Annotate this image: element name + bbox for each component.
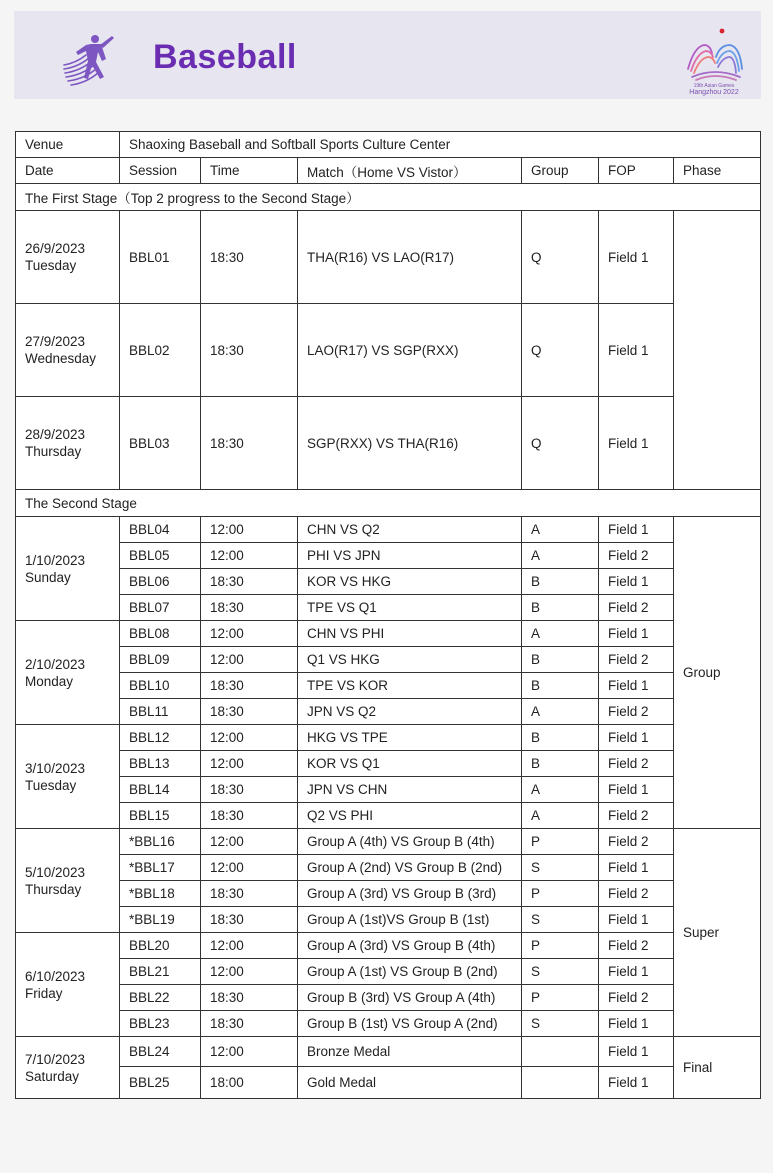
time-cell: 18:30 <box>201 881 298 907</box>
weekday: Friday <box>25 985 63 1001</box>
phase-cell <box>674 211 761 490</box>
column-header-session: Session <box>120 158 201 184</box>
fop-cell: Field 1 <box>599 517 674 543</box>
group-cell: S <box>522 855 599 881</box>
column-header-match: Match（Home VS Vistor） <box>298 158 522 184</box>
table-row <box>16 1011 761 1037</box>
group-cell: B <box>522 751 599 777</box>
group-cell: S <box>522 959 599 985</box>
header-row <box>16 158 761 184</box>
group-cell: A <box>522 803 599 829</box>
date-value: 3/10/2023 <box>25 760 86 776</box>
date-value: 5/10/2023 <box>25 864 86 880</box>
date-cell <box>16 725 120 829</box>
session-cell: BBL06 <box>120 569 201 595</box>
time-cell: 12:00 <box>201 829 298 855</box>
time-cell: 18:30 <box>201 777 298 803</box>
table-row <box>16 751 761 777</box>
match-cell: KOR VS Q1 <box>298 751 522 777</box>
session-cell: *BBL18 <box>120 881 201 907</box>
match-cell: SGP(RXX) VS THA(R16) <box>298 397 522 490</box>
match-cell: Group A (3rd) VS Group B (4th) <box>298 933 522 959</box>
fop-cell: Field 2 <box>599 751 674 777</box>
match-cell: CHN VS PHI <box>298 621 522 647</box>
table-row <box>16 673 761 699</box>
date-cell <box>16 211 120 304</box>
session-cell: BBL04 <box>120 517 201 543</box>
table-row <box>16 621 761 647</box>
table-row <box>16 985 761 1011</box>
date-value: 6/10/2023 <box>25 968 86 984</box>
column-header-fop: FOP <box>599 158 674 184</box>
session-cell: BBL25 <box>120 1067 201 1099</box>
time-cell: 12:00 <box>201 959 298 985</box>
fop-cell: Field 1 <box>599 397 674 490</box>
session-cell: BBL10 <box>120 673 201 699</box>
date-value: 28/9/2023 <box>25 427 86 442</box>
group-cell: B <box>522 595 599 621</box>
phase-cell-group: Group <box>674 517 761 829</box>
match-cell: Group A (3rd) VS Group B (3rd) <box>298 881 522 907</box>
match-cell: TPE VS KOR <box>298 673 522 699</box>
date-cell <box>16 621 120 725</box>
match-cell: PHI VS JPN <box>298 543 522 569</box>
time-cell: 18:30 <box>201 569 298 595</box>
table-row <box>16 829 761 855</box>
date-cell <box>16 517 120 621</box>
match-cell: Group B (1st) VS Group A (2nd) <box>298 1011 522 1037</box>
match-cell: CHN VS Q2 <box>298 517 522 543</box>
table-row <box>16 211 761 304</box>
stage-title-first: The First Stage（Top 2 progress to the Second Stage） <box>16 184 761 211</box>
match-cell: LAO(R17) VS SGP(RXX) <box>298 304 522 397</box>
group-cell <box>522 1037 599 1067</box>
time-cell: 12:00 <box>201 1037 298 1067</box>
session-cell: BBL11 <box>120 699 201 725</box>
time-cell: 18:30 <box>201 397 298 490</box>
fop-cell: Field 1 <box>599 907 674 933</box>
group-cell: A <box>522 777 599 803</box>
group-cell: Q <box>522 304 599 397</box>
schedule-table <box>15 131 761 1099</box>
date-value: 7/10/2023 <box>25 1051 86 1067</box>
fop-cell: Field 1 <box>599 569 674 595</box>
time-cell: 12:00 <box>201 751 298 777</box>
match-cell: Group A (4th) VS Group B (4th) <box>298 829 522 855</box>
phase-cell-final: Final <box>674 1037 761 1099</box>
table-row <box>16 1067 761 1099</box>
fop-cell: Field 1 <box>599 855 674 881</box>
table-row <box>16 725 761 751</box>
session-cell: BBL15 <box>120 803 201 829</box>
match-cell: Q2 VS PHI <box>298 803 522 829</box>
group-cell: P <box>522 881 599 907</box>
time-cell: 12:00 <box>201 855 298 881</box>
weekday: Thursday <box>25 444 82 459</box>
stage-row-second <box>16 490 761 517</box>
time-cell: 18:00 <box>201 1067 298 1099</box>
fop-cell: Field 1 <box>599 959 674 985</box>
date-cell <box>16 933 120 1037</box>
group-cell: B <box>522 569 599 595</box>
table-row <box>16 397 761 490</box>
session-cell: BBL08 <box>120 621 201 647</box>
session-cell: BBL01 <box>120 211 201 304</box>
fop-cell: Field 1 <box>599 1037 674 1067</box>
logo-city: Hangzhou 2022 <box>689 89 739 96</box>
session-cell: BBL05 <box>120 543 201 569</box>
column-header-date: Date <box>16 158 120 184</box>
venue-label: Venue <box>16 132 120 158</box>
group-cell: P <box>522 985 599 1011</box>
column-header-phase: Phase <box>674 158 761 184</box>
weekday: Tuesday <box>25 258 77 273</box>
weekday: Sunday <box>25 569 71 585</box>
session-cell: *BBL17 <box>120 855 201 881</box>
column-header-group: Group <box>522 158 599 184</box>
table-row <box>16 777 761 803</box>
group-cell: B <box>522 673 599 699</box>
date-value: 2/10/2023 <box>25 656 86 672</box>
date-value: 27/9/2023 <box>25 334 86 349</box>
session-cell: *BBL19 <box>120 907 201 933</box>
weekday: Monday <box>25 673 74 689</box>
logo-subtitle: 19th Asian Games <box>693 83 735 89</box>
fop-cell: Field 2 <box>599 595 674 621</box>
group-cell: Q <box>522 211 599 304</box>
fop-cell: Field 1 <box>599 725 674 751</box>
fop-cell: Field 2 <box>599 647 674 673</box>
fop-cell: Field 2 <box>599 985 674 1011</box>
table-row <box>16 647 761 673</box>
session-cell: BBL24 <box>120 1037 201 1067</box>
group-cell: B <box>522 725 599 751</box>
table-row <box>16 699 761 725</box>
date-value: 26/9/2023 <box>25 241 86 256</box>
group-cell: B <box>522 647 599 673</box>
match-cell: Group A (1st)VS Group B (1st) <box>298 907 522 933</box>
time-cell: 18:30 <box>201 211 298 304</box>
group-cell: P <box>522 933 599 959</box>
match-cell: Q1 VS HKG <box>298 647 522 673</box>
fop-cell: Field 1 <box>599 211 674 304</box>
session-cell: BBL12 <box>120 725 201 751</box>
fop-cell: Field 2 <box>599 699 674 725</box>
date-cell <box>16 829 120 933</box>
time-cell: 18:30 <box>201 595 298 621</box>
fop-cell: Field 2 <box>599 829 674 855</box>
time-cell: 12:00 <box>201 725 298 751</box>
group-cell: P <box>522 829 599 855</box>
session-cell: BBL07 <box>120 595 201 621</box>
fop-cell: Field 1 <box>599 777 674 803</box>
session-cell: BBL20 <box>120 933 201 959</box>
session-cell: BBL09 <box>120 647 201 673</box>
group-cell: A <box>522 699 599 725</box>
table-row <box>16 933 761 959</box>
date-value: 1/10/2023 <box>25 552 86 568</box>
stage-row-first <box>16 184 761 211</box>
match-cell: TPE VS Q1 <box>298 595 522 621</box>
table-row <box>16 803 761 829</box>
session-cell: *BBL16 <box>120 829 201 855</box>
weekday: Saturday <box>25 1068 80 1084</box>
page-title: Baseball <box>153 38 297 76</box>
venue-name: Shaoxing Baseball and Softball Sports Culture Center <box>120 132 761 158</box>
time-cell: 12:00 <box>201 543 298 569</box>
fop-cell: Field 1 <box>599 1011 674 1037</box>
session-cell: BBL03 <box>120 397 201 490</box>
group-cell: A <box>522 517 599 543</box>
table-row <box>16 881 761 907</box>
time-cell: 12:00 <box>201 647 298 673</box>
group-cell: S <box>522 907 599 933</box>
match-cell: Gold Medal <box>298 1067 522 1099</box>
time-cell: 12:00 <box>201 621 298 647</box>
match-cell: Group A (1st) VS Group B (2nd) <box>298 959 522 985</box>
table-row <box>16 304 761 397</box>
match-cell: Group B (3rd) VS Group A (4th) <box>298 985 522 1011</box>
weekday: Wednesday <box>25 351 97 366</box>
fop-cell: Field 1 <box>599 304 674 397</box>
baseball-pitcher-icon <box>62 31 118 87</box>
table-row <box>16 569 761 595</box>
table-row <box>16 907 761 933</box>
weekday: Thursday <box>25 881 82 897</box>
time-cell: 18:30 <box>201 673 298 699</box>
time-cell: 18:30 <box>201 304 298 397</box>
match-cell: THA(R16) VS LAO(R17) <box>298 211 522 304</box>
group-cell: A <box>522 543 599 569</box>
session-cell: BBL14 <box>120 777 201 803</box>
match-cell: KOR VS HKG <box>298 569 522 595</box>
session-cell: BBL13 <box>120 751 201 777</box>
time-cell: 18:30 <box>201 907 298 933</box>
session-cell: BBL22 <box>120 985 201 1011</box>
table-row <box>16 543 761 569</box>
group-cell <box>522 1067 599 1099</box>
table-row <box>16 959 761 985</box>
match-cell: Bronze Medal <box>298 1037 522 1067</box>
venue-row <box>16 132 761 158</box>
table-row <box>16 855 761 881</box>
group-cell: Q <box>522 397 599 490</box>
time-cell: 18:30 <box>201 985 298 1011</box>
time-cell: 12:00 <box>201 933 298 959</box>
stage-title-second: The Second Stage <box>16 490 761 517</box>
fop-cell: Field 2 <box>599 803 674 829</box>
page-header <box>14 11 761 99</box>
column-header-time: Time <box>201 158 298 184</box>
date-cell <box>16 1037 120 1099</box>
weekday: Tuesday <box>25 777 77 793</box>
session-cell: BBL23 <box>120 1011 201 1037</box>
date-cell <box>16 304 120 397</box>
time-cell: 18:30 <box>201 699 298 725</box>
table-row <box>16 517 761 543</box>
phase-cell-super: Super <box>674 829 761 1037</box>
match-cell: JPN VS CHN <box>298 777 522 803</box>
table-row <box>16 1037 761 1067</box>
fop-cell: Field 1 <box>599 621 674 647</box>
match-cell: JPN VS Q2 <box>298 699 522 725</box>
session-cell: BBL02 <box>120 304 201 397</box>
fop-cell: Field 1 <box>599 673 674 699</box>
match-cell: Group A (2nd) VS Group B (2nd) <box>298 855 522 881</box>
match-cell: HKG VS TPE <box>298 725 522 751</box>
time-cell: 18:30 <box>201 803 298 829</box>
time-cell: 12:00 <box>201 517 298 543</box>
date-cell <box>16 397 120 490</box>
fop-cell: Field 2 <box>599 933 674 959</box>
fop-cell: Field 1 <box>599 1067 674 1099</box>
table-row <box>16 595 761 621</box>
group-cell: A <box>522 621 599 647</box>
fop-cell: Field 2 <box>599 543 674 569</box>
session-cell: BBL21 <box>120 959 201 985</box>
fop-cell: Field 2 <box>599 881 674 907</box>
group-cell: S <box>522 1011 599 1037</box>
time-cell: 18:30 <box>201 1011 298 1037</box>
